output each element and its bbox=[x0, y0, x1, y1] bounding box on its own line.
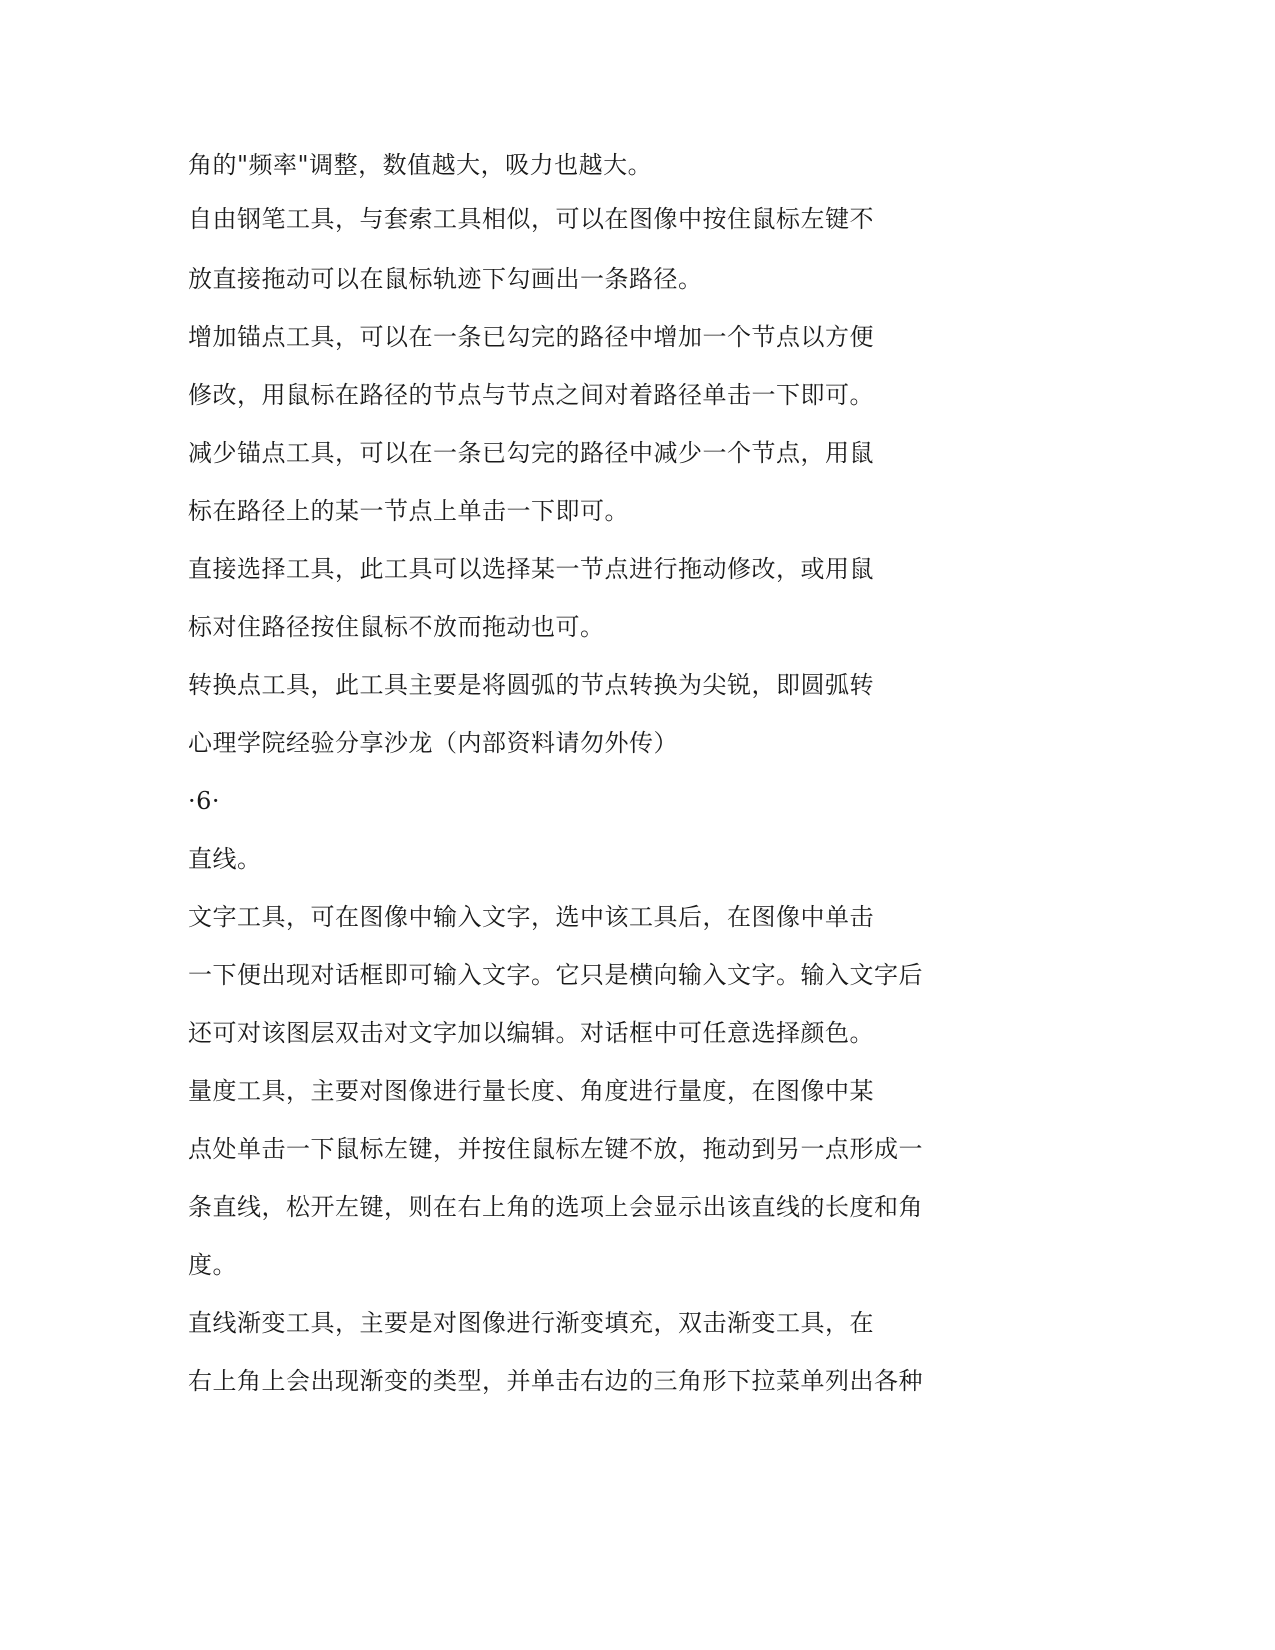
text-line: 直接选择工具，此工具可以选择某一节点进行拖动修改，或用鼠 bbox=[188, 555, 874, 583]
text-line: 标在路径上的某一节点上单击一下即可。 bbox=[188, 497, 629, 525]
text-line: 点处单击一下鼠标左键，并按住鼠标左键不放，拖动到另一点形成一 bbox=[188, 1135, 923, 1163]
text-line: 右上角上会出现渐变的类型，并单击右边的三角形下拉菜单列出各种 bbox=[188, 1367, 923, 1395]
text-line: 直线。 bbox=[188, 845, 262, 873]
text-line: 角的"频率"调整，数值越大，吸力也越大。 bbox=[188, 151, 653, 179]
text-line: 直线渐变工具，主要是对图像进行渐变填充，双击渐变工具，在 bbox=[188, 1309, 874, 1337]
text-line: 还可对该图层双击对文字加以编辑。对话框中可任意选择颜色。 bbox=[188, 1019, 874, 1047]
text-line: 修改，用鼠标在路径的节点与节点之间对着路径单击一下即可。 bbox=[188, 381, 874, 409]
text-line: 自由钢笔工具，与套索工具相似，可以在图像中按住鼠标左键不 bbox=[188, 205, 874, 233]
text-line: 条直线，松开左键，则在右上角的选项上会显示出该直线的长度和角 bbox=[188, 1193, 923, 1221]
text-line: 一下便出现对话框即可输入文字。它只是横向输入文字。输入文字后 bbox=[188, 961, 923, 989]
footer-text: 心理学院经验分享沙龙（内部资料请勿外传） bbox=[188, 729, 678, 757]
text-line: 放直接拖动可以在鼠标轨迹下勾画出一条路径。 bbox=[188, 265, 703, 293]
text-line: 减少锚点工具，可以在一条已勾完的路径中减少一个节点，用鼠 bbox=[188, 439, 874, 467]
text-line: 度。 bbox=[188, 1251, 237, 1279]
text-line: 文字工具，可在图像中输入文字，选中该工具后，在图像中单击 bbox=[188, 903, 874, 931]
text-line: 标对住路径按住鼠标不放而拖动也可。 bbox=[188, 613, 605, 641]
text-line: 增加锚点工具，可以在一条已勾完的路径中增加一个节点以方便 bbox=[188, 323, 874, 351]
text-line: 量度工具，主要对图像进行量长度、角度进行量度，在图像中某 bbox=[188, 1077, 874, 1105]
text-line: 转换点工具，此工具主要是将圆弧的节点转换为尖锐，即圆弧转 bbox=[188, 671, 874, 699]
page-number: ·6· bbox=[188, 787, 221, 815]
